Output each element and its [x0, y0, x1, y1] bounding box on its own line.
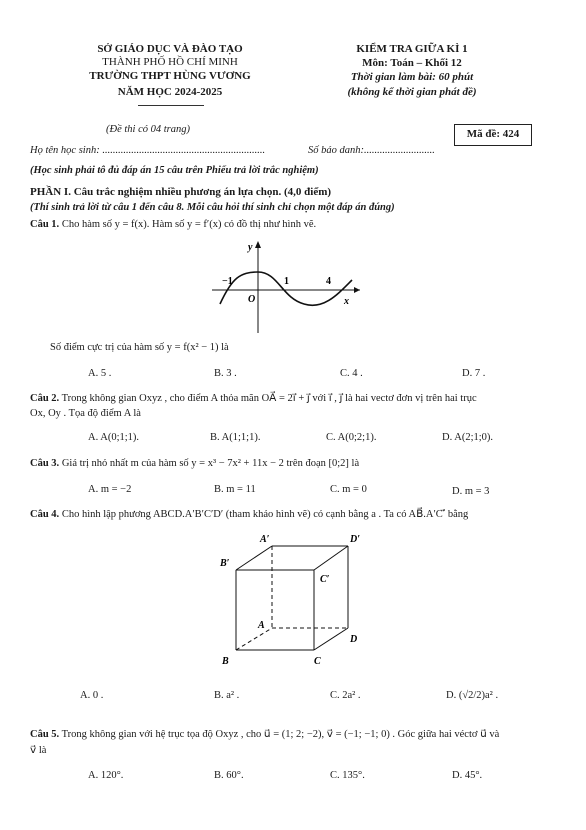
header-right-line-2: Môn: Toán – Khối 12	[362, 57, 462, 69]
header-left-line-3: TRƯỜNG THPT HÙNG VƯƠNG	[89, 70, 251, 82]
q4-cube	[216, 532, 376, 672]
q5-statement-2: v⃗ là	[30, 745, 47, 756]
exam-code: Mã đề: 424	[466, 128, 520, 140]
q4-option-b[interactable]: B. a² .	[214, 690, 240, 701]
pages-note: (Đề thi có 04 trang)	[106, 124, 190, 135]
cube-edge	[314, 546, 348, 570]
q5-option-b[interactable]: B. 60°.	[214, 770, 244, 781]
q4-text	[30, 508, 468, 520]
q2-option-c[interactable]: C. A(0;2;1).	[326, 432, 377, 443]
cube-label-c: C	[314, 656, 321, 667]
cube-hidden-edge	[236, 628, 272, 650]
q4-number: Câu 4.	[30, 509, 60, 520]
cube-label-a: A	[258, 620, 265, 631]
q2-statement-1: Trong không gian Oxyz , cho điểm A thỏa mãn OA⃗ = 2i⃗ + j⃗ với i⃗ , j⃗ là hai vectơ đơn vị trên hai trục	[61, 393, 477, 404]
instruction: (Học sinh phải tô đủ đáp án 15 câu trên Phiếu trả lời trắc nghiệm)	[30, 165, 319, 176]
cube-edge	[236, 546, 272, 570]
q1-statement: Cho hàm số y = f(x). Hàm số y = f′(x) có đồ thị như hình vẽ.	[61, 219, 317, 230]
q5-statement-1: Trong không gian với hệ trục tọa độ Oxyz , cho u⃗ = (1; 2; −2), v⃗ = (−1; −1; 0) . Góc giữa hai véctơ u⃗ và	[61, 729, 500, 740]
q1-tick-neg1: −1	[222, 276, 233, 287]
q1-text	[30, 219, 316, 230]
cube-label-d: D	[350, 634, 358, 645]
q1-option-a[interactable]: A. 5 .	[88, 368, 112, 379]
cube-label-c1: C′	[320, 574, 330, 585]
q2-number: Câu 2.	[30, 393, 60, 404]
q3-option-b[interactable]: B. m = 11	[214, 484, 256, 495]
header-right-line-1: KIỂM TRA GIỮA KÌ 1	[356, 43, 468, 55]
student-id-field: Số báo danh:...........................	[308, 145, 435, 156]
q4-option-a[interactable]: A. 0 .	[80, 690, 104, 701]
header-divider	[138, 105, 204, 106]
q1-y-label: y	[248, 242, 253, 253]
q1-tick-1: 1	[284, 276, 289, 287]
cube-label-b: B	[222, 656, 229, 667]
q1-tick-4: 4	[326, 276, 331, 287]
cube-label-d1: D′	[350, 534, 361, 545]
cube-label-b1: B′	[220, 558, 230, 569]
part1-note: (Thí sinh trả lời từ câu 1 đến câu 8. Mỗi câu hỏi thí sinh chỉ chọn một đáp án đúng)	[30, 202, 395, 213]
q1-x-label: x	[344, 296, 349, 307]
cube-edge	[314, 628, 348, 650]
q1-option-d[interactable]: D. 7 .	[462, 368, 486, 379]
q1-origin-label: O	[248, 294, 256, 305]
q3-option-d[interactable]: D. m = 3	[452, 486, 490, 497]
q1-option-b[interactable]: B. 3 .	[214, 368, 237, 379]
cube-label-a1: A′	[260, 534, 270, 545]
part1-title: PHẦN I. Câu trắc nghiệm nhiều phương án lựa chọn. (4,0 điểm)	[30, 186, 332, 198]
q3-option-a[interactable]: A. m = −2	[88, 484, 132, 495]
q5-option-c[interactable]: C. 135°.	[330, 770, 365, 781]
q1-number: Câu 1.	[30, 219, 60, 230]
header-right-line-4: (không kể thời gian phát đề)	[347, 86, 477, 98]
header-left-line-2: THÀNH PHỐ HỒ CHÍ MINH	[102, 56, 238, 68]
header-left-line-1: SỞ GIÁO DỤC VÀ ĐÀO TẠO	[97, 43, 243, 55]
q2-option-a[interactable]: A. A(0;1;1).	[88, 432, 140, 443]
q3-option-c[interactable]: C. m = 0	[330, 484, 367, 495]
q1-graph	[212, 238, 362, 334]
student-name-field: Họ tên học sinh: ..............................................................	[30, 145, 266, 156]
q4-option-c[interactable]: C. 2a² .	[330, 690, 361, 701]
q4-option-d[interactable]: D. (√2/2)a² .	[446, 690, 499, 701]
q5-option-a[interactable]: A. 120°.	[88, 770, 124, 781]
q3-statement: Giá trị nhỏ nhất m của hàm số y = x³ − 7x² + 11x − 2 trên đoạn [0;2] là	[61, 458, 360, 469]
q4-statement: Cho hình lập phương ABCD.A′B′C′D′ (tham khảo hình vẽ) có cạnh bằng a . Ta có AB⃗.A′C′⃗ bằng	[61, 509, 469, 520]
q1-y-arrow	[255, 241, 261, 248]
q3-number: Câu 3.	[30, 458, 60, 469]
q2-statement-2: Ox, Oy . Tọa độ điểm A là	[30, 408, 141, 419]
q5-text	[30, 728, 499, 740]
q2-option-b[interactable]: B. A(1;1;1).	[210, 432, 261, 443]
q2-text	[30, 392, 477, 404]
header-left-line-4: NĂM HỌC 2024-2025	[117, 86, 223, 98]
q1-x-arrow	[354, 287, 360, 293]
header-right-line-3: Thời gian làm bài: 60 phút	[350, 71, 474, 83]
q3-text	[30, 458, 359, 469]
q5-option-d[interactable]: D. 45°.	[452, 770, 483, 781]
q1-prompt: Số điểm cực trị của hàm số y = f(x² − 1) là	[50, 342, 229, 353]
q5-number: Câu 5.	[30, 729, 60, 740]
q2-option-d[interactable]: D. A(2;1;0).	[442, 432, 494, 443]
q1-option-c[interactable]: C. 4 .	[340, 368, 363, 379]
